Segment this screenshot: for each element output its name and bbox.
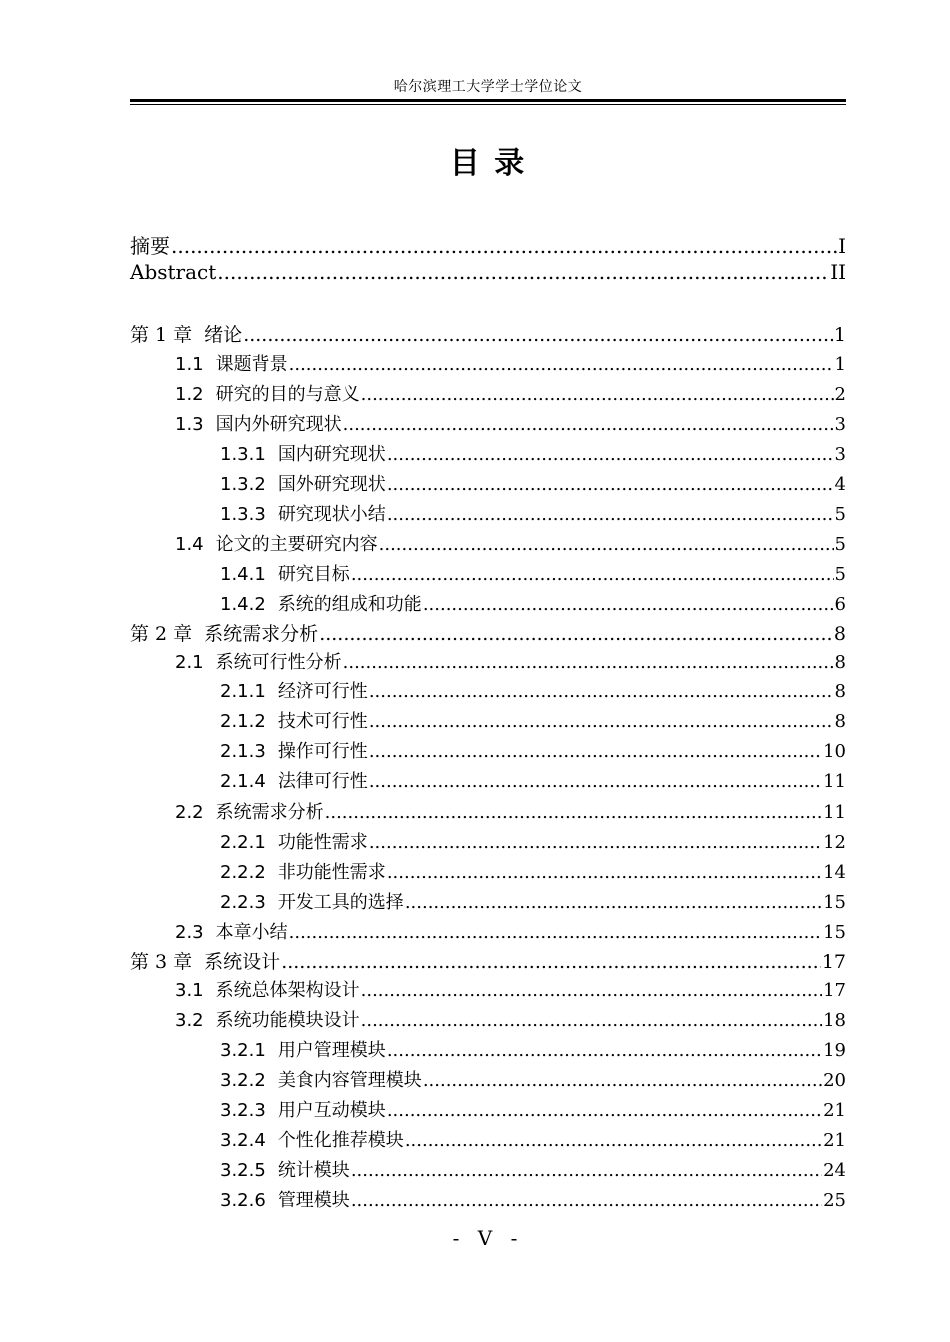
toc-dot-leader xyxy=(319,623,833,645)
toc-dot-leader xyxy=(369,832,822,853)
toc-entry-number: 2.1.2 xyxy=(220,711,266,732)
toc-entry-number: 3.2.5 xyxy=(220,1160,266,1181)
toc-entry-page: 11 xyxy=(823,771,846,792)
toc-entry-page: 5 xyxy=(834,564,846,585)
toc-entry-title: 系统设计 xyxy=(204,951,281,973)
toc-entry-title: 论文的主要研究内容 xyxy=(215,534,378,555)
page-number: - V - xyxy=(452,1226,524,1250)
toc-dot-leader xyxy=(351,1160,822,1181)
toc-entry-number: 第 2 章 xyxy=(130,623,193,645)
toc-entry[interactable] xyxy=(130,707,846,733)
toc-entry[interactable] xyxy=(130,530,846,556)
toc-dot-leader xyxy=(423,594,834,615)
toc-dot-leader xyxy=(369,681,834,702)
toc-entry-page: 21 xyxy=(823,1100,846,1121)
toc-entry-title: 美食内容管理模块 xyxy=(277,1070,422,1091)
toc-entry-title: 管理模块 xyxy=(277,1190,350,1211)
toc-entry-page: 10 xyxy=(823,741,846,762)
toc-dot-leader xyxy=(387,1040,822,1061)
toc-entry[interactable] xyxy=(130,737,846,763)
toc-entry-page: 8 xyxy=(833,623,846,645)
toc-entry-title: 法律可行性 xyxy=(277,771,368,792)
toc-entry-page: 8 xyxy=(834,711,846,732)
toc-entry[interactable] xyxy=(130,858,846,884)
toc-entry[interactable] xyxy=(130,1126,846,1152)
toc-entry[interactable] xyxy=(130,350,846,376)
toc-entry-title: 摘要 xyxy=(130,234,170,258)
toc-dot-leader xyxy=(369,771,822,792)
toc-entry-title: 用户互动模块 xyxy=(277,1100,386,1121)
toc-dot-leader xyxy=(379,534,834,555)
toc-entry-number: 1.4.1 xyxy=(220,564,266,585)
header-rule-thick xyxy=(130,99,846,102)
toc-entry-page: I xyxy=(838,234,846,258)
toc-entry-number: 第 3 章 xyxy=(130,951,193,973)
toc-entry-title: 本章小结 xyxy=(215,922,288,943)
toc-entry-number: 第 1 章 xyxy=(130,324,193,346)
toc-dot-leader xyxy=(387,504,834,525)
toc-dot-leader xyxy=(289,354,834,375)
toc-entry-page: 15 xyxy=(823,922,846,943)
toc-entry-title: Abstract xyxy=(130,260,217,284)
toc-entry-number: 3.1 xyxy=(175,980,204,1001)
toc-entry-page: II xyxy=(830,260,846,284)
toc-dot-leader xyxy=(423,1070,822,1091)
toc-entry[interactable] xyxy=(130,888,846,914)
toc-entry-page: 17 xyxy=(821,951,846,973)
toc-dot-leader xyxy=(361,1010,822,1031)
toc-entry-page: 17 xyxy=(823,980,846,1001)
toc-entry[interactable] xyxy=(130,590,846,616)
toc-entry-number: 1.1 xyxy=(175,354,204,375)
toc-entry-number: 2.1.3 xyxy=(220,741,266,762)
toc-entry[interactable] xyxy=(130,1036,846,1062)
toc-entry-number: 1.4.2 xyxy=(220,594,266,615)
toc-entry-number: 3.2.3 xyxy=(220,1100,266,1121)
toc-entry-number: 3.2.6 xyxy=(220,1190,266,1211)
toc-entry[interactable] xyxy=(130,1186,846,1212)
toc-entry-number: 1.3 xyxy=(175,414,204,435)
toc-dot-leader xyxy=(325,802,822,823)
toc-entry-page: 6 xyxy=(834,594,846,615)
toc-entry-page: 21 xyxy=(823,1130,846,1151)
toc-entry-title: 个性化推荐模块 xyxy=(277,1130,404,1151)
toc-entry-page: 19 xyxy=(823,1040,846,1061)
toc-dot-leader xyxy=(369,711,834,732)
toc-dot-leader xyxy=(289,922,822,943)
toc-entry[interactable] xyxy=(130,470,846,496)
toc-entry-title: 研究现状小结 xyxy=(277,504,386,525)
toc-entry-page: 25 xyxy=(823,1190,846,1211)
toc-entry-title: 国外研究现状 xyxy=(277,474,386,495)
toc-entry-number: 3.2.4 xyxy=(220,1130,266,1151)
toc-dot-leader xyxy=(281,951,821,973)
toc-entry[interactable] xyxy=(130,1006,846,1032)
toc-entry-title: 统计模块 xyxy=(277,1160,350,1181)
toc-entry-number: 2.2.1 xyxy=(220,832,266,853)
toc-entry-title: 系统可行性分析 xyxy=(215,652,342,673)
toc-entry[interactable] xyxy=(130,918,846,944)
toc-dot-leader xyxy=(369,741,822,762)
toc-entry-number: 1.3.2 xyxy=(220,474,266,495)
toc-entry-number: 3.2.2 xyxy=(220,1070,266,1091)
toc-entry-title: 系统需求分析 xyxy=(204,623,319,645)
running-header: 哈尔滨理工大学学士学位论文 xyxy=(393,79,583,95)
toc-entry-title: 国内外研究现状 xyxy=(215,414,342,435)
toc-entry-number: 2.1.4 xyxy=(220,771,266,792)
toc-dot-leader xyxy=(387,1100,822,1121)
toc-entry[interactable] xyxy=(130,1066,846,1092)
toc-entry-title: 功能性需求 xyxy=(277,832,368,853)
toc-entry[interactable] xyxy=(130,440,846,466)
toc-entry-page: 5 xyxy=(834,504,846,525)
toc-dot-leader xyxy=(405,1130,822,1151)
toc-dot-leader xyxy=(351,564,834,585)
toc-entry-page: 18 xyxy=(823,1010,846,1031)
toc-entry-page: 1 xyxy=(833,324,846,346)
toc-entry-page: 3 xyxy=(834,444,846,465)
toc-dot-leader xyxy=(171,234,837,258)
toc-entry-title: 研究目标 xyxy=(277,564,350,585)
toc-entry[interactable] xyxy=(130,380,846,406)
toc-entry-page: 8 xyxy=(834,681,846,702)
toc-entry-title: 系统需求分析 xyxy=(215,802,324,823)
toc-entry-title: 操作可行性 xyxy=(277,741,368,762)
toc-entry-page: 12 xyxy=(823,832,846,853)
toc-entry[interactable] xyxy=(130,500,846,526)
toc-dot-leader xyxy=(387,862,822,883)
toc-entry-number: 1.2 xyxy=(175,384,204,405)
toc-entry-number: 1.3.1 xyxy=(220,444,266,465)
toc-entry-number: 2.1 xyxy=(175,652,204,673)
page-title: 目 录 xyxy=(449,146,527,181)
toc-entry-title: 系统功能模块设计 xyxy=(215,1010,360,1031)
toc-entry-page: 4 xyxy=(834,474,846,495)
toc-dot-leader xyxy=(387,444,834,465)
toc-entry-page: 14 xyxy=(823,862,846,883)
toc-entry-page: 5 xyxy=(834,534,846,555)
toc-dot-leader xyxy=(405,892,822,913)
toc-entry-title: 课题背景 xyxy=(215,354,288,375)
toc-dot-leader xyxy=(217,260,829,284)
toc-entry[interactable] xyxy=(130,410,846,436)
toc-entry-page: 11 xyxy=(823,802,846,823)
toc-entry-title: 系统总体架构设计 xyxy=(215,980,360,1001)
toc-entry-number: 1.4 xyxy=(175,534,204,555)
toc-entry[interactable] xyxy=(130,1156,846,1182)
toc-dot-leader xyxy=(387,474,834,495)
toc-entry-page: 8 xyxy=(834,652,846,673)
toc-entry[interactable] xyxy=(130,320,846,347)
toc-dot-leader xyxy=(343,414,834,435)
toc-entry-page: 2 xyxy=(834,384,846,405)
toc-entry[interactable] xyxy=(130,1096,846,1122)
toc-entry[interactable] xyxy=(130,648,846,674)
toc-entry[interactable] xyxy=(130,798,846,824)
toc-entry-title: 技术可行性 xyxy=(277,711,368,732)
toc-entry-page: 24 xyxy=(823,1160,846,1181)
toc-entry[interactable] xyxy=(130,560,846,586)
toc-entry[interactable] xyxy=(130,260,846,284)
toc-entry[interactable] xyxy=(130,230,846,259)
toc-entry-page: 15 xyxy=(823,892,846,913)
toc-entry[interactable] xyxy=(130,947,846,974)
toc-entry-page: 3 xyxy=(834,414,846,435)
toc-entry-page: 1 xyxy=(834,354,846,375)
toc-entry[interactable] xyxy=(130,619,846,646)
toc-entry-title: 国内研究现状 xyxy=(277,444,386,465)
toc-entry-number: 3.2 xyxy=(175,1010,204,1031)
toc-dot-leader xyxy=(361,980,822,1001)
toc-entry-title: 系统的组成和功能 xyxy=(277,594,422,615)
header-rule-thin xyxy=(130,104,846,105)
toc-entry-number: 3.2.1 xyxy=(220,1040,266,1061)
toc-entry[interactable] xyxy=(130,976,846,1002)
toc-entry-number: 2.3 xyxy=(175,922,204,943)
toc-entry-title: 开发工具的选择 xyxy=(277,892,404,913)
toc-entry-number: 2.1.1 xyxy=(220,681,266,702)
toc-dot-leader xyxy=(351,1190,822,1211)
toc-dot-leader xyxy=(343,652,834,673)
toc-entry[interactable] xyxy=(130,677,846,703)
toc-entry-title: 研究的目的与意义 xyxy=(215,384,360,405)
toc-entry-number: 1.3.3 xyxy=(220,504,266,525)
toc-entry-title: 非功能性需求 xyxy=(277,862,386,883)
toc-entry-title: 经济可行性 xyxy=(277,681,368,702)
toc-entry-number: 2.2 xyxy=(175,802,204,823)
toc-entry-title: 绪论 xyxy=(204,324,243,346)
toc-entry[interactable] xyxy=(130,767,846,793)
toc-entry[interactable] xyxy=(130,828,846,854)
toc-entry-number: 2.2.2 xyxy=(220,862,266,883)
toc-dot-leader xyxy=(243,324,833,346)
toc-dot-leader xyxy=(361,384,834,405)
toc-entry-number: 2.2.3 xyxy=(220,892,266,913)
toc-entry-title: 用户管理模块 xyxy=(277,1040,386,1061)
toc-entry-page: 20 xyxy=(823,1070,846,1091)
